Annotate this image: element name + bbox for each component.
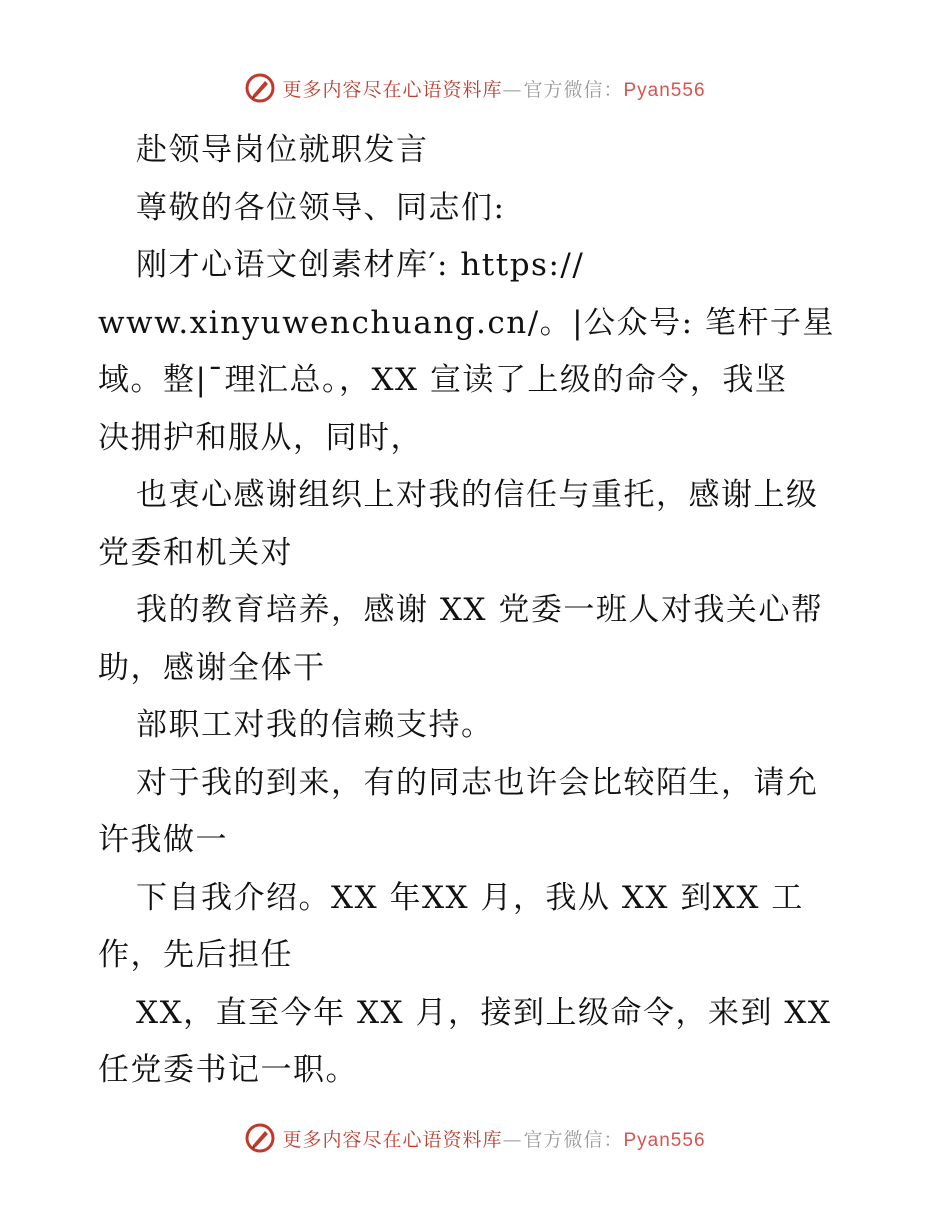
document-line: XX，直至今年 XX 月，接到上级命令，来到 XX: [136, 994, 832, 1031]
document-line: 助，感谢全体干: [98, 649, 326, 686]
document-line: 作，先后担任: [98, 937, 293, 973]
banner-site-text: 更多内容尽在心语资料库: [282, 78, 503, 101]
document-line: 也衷心感谢组织上对我的信任与重托，感谢上级: [136, 477, 819, 513]
document-line: 对于我的到来，有的同志也许会比较陌生，请允: [136, 764, 819, 801]
banner-dash: —: [502, 1128, 522, 1151]
banner-text: [282, 1125, 705, 1152]
banner-wechat-id: Pyan556: [623, 1129, 706, 1151]
document-line: www.xinyuwenchuang.cn/。|公众号: 笔杆子星: [98, 304, 835, 341]
banner-wechat-label: 官方微信：: [523, 78, 624, 101]
document-line: 刚才心语文创素材库′: https://: [136, 247, 585, 283]
document-line: 部职工对我的信赖支持。: [136, 707, 494, 743]
pen-circle-logo-icon: [244, 72, 276, 104]
banner-wechat-id: Pyan556: [623, 79, 706, 101]
header-banner: [0, 72, 950, 104]
document-line: 决拥护和服从，同时，: [98, 419, 423, 456]
document-line: 我的教育培养，感谢 XX 党委一班人对我关心帮: [136, 592, 824, 628]
document-title: 赴领导岗位就职发言: [136, 132, 429, 168]
banner-text: [282, 75, 705, 102]
document-line: 下自我介绍。XX 年XX 月，我从 XX 到XX 工: [136, 879, 804, 916]
document-line: 任党委书记一职。: [98, 1052, 358, 1088]
banner-site-text: 更多内容尽在心语资料库: [282, 1128, 503, 1151]
banner-dash: —: [502, 78, 522, 101]
footer-banner: [0, 1122, 950, 1154]
document-line: 域。整|¯理汇总。，XX 宣读了上级的命令，我坚: [98, 362, 788, 398]
document-line: 党委和机关对: [98, 534, 293, 571]
banner-wechat-label: 官方微信：: [523, 1128, 624, 1151]
document-body: [98, 122, 858, 1100]
document-line: 尊敬的各位领导、同志们:: [136, 189, 506, 226]
document-line: 许我做一: [98, 822, 228, 858]
pen-circle-logo-icon: [244, 1122, 276, 1154]
